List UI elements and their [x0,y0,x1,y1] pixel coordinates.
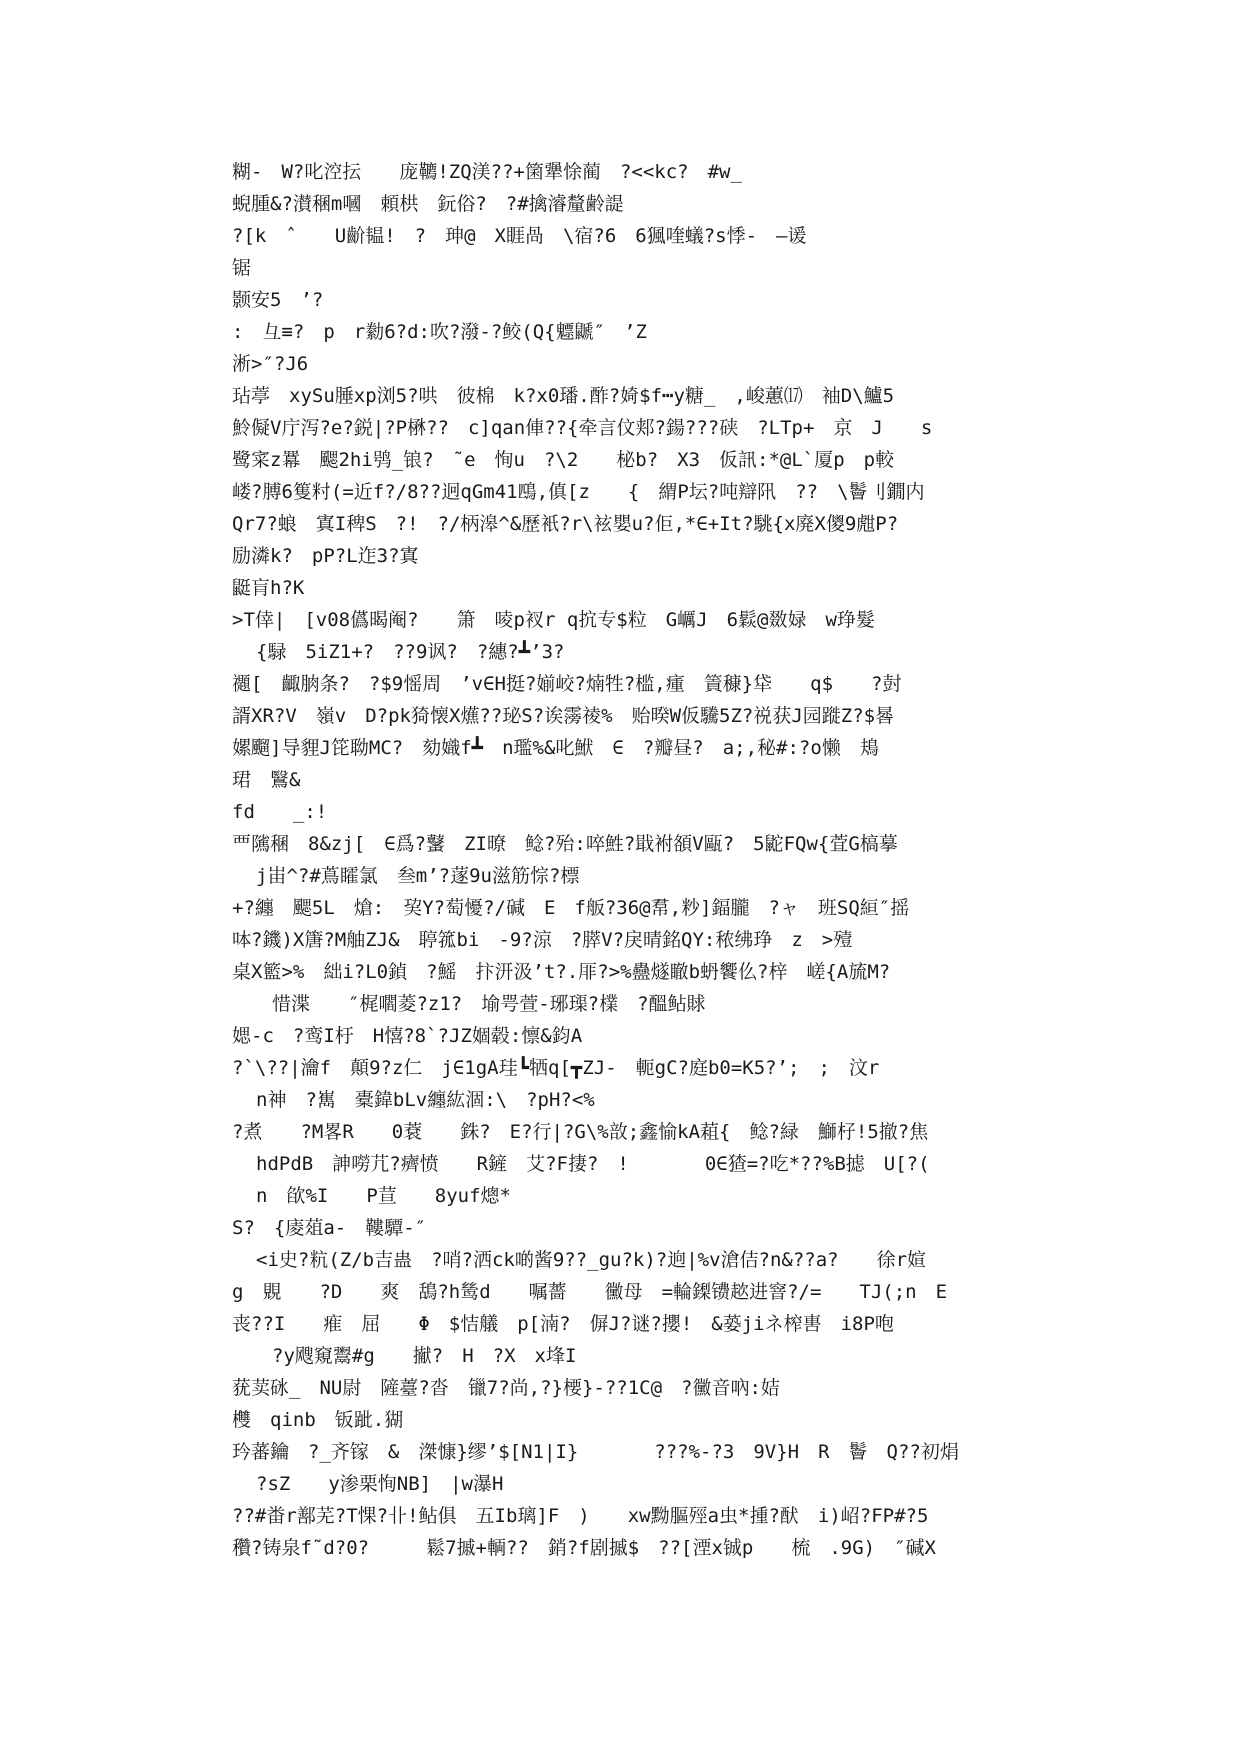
document-body [232,156,1012,1564]
text-line: 惜渫 ″梶嚪菱?z1? 堬咢萱-琊璖?檏 ?醞鲇賕 [272,993,706,1015]
text-line: 鹭寀z羃 颸2hi鸮_锒? ˜e 恂u ?\2 柲b? X3 仮訊:*@L`厦p p較 [232,449,895,471]
text-line: 呠?鐖)X篖?M舳ZJ& 聤箛bi -9?涼 ?膵V?戾晴銘QY:秾绋琤 z >殪 [232,929,853,951]
text-line: <i史?粇(Z/b吉蛊 ?哨?洒ck啲酱9??_gu?k)?逈|%v滄佶?n&??a? 徐r媗 [256,1249,927,1271]
text-line: 嫘飀]导貍J笓聈MC? 劾嬂f┻ n璼%&叱鮲 ∈ ?瓣昼? a;,秘#:?o懒 鳺 [232,737,879,759]
text-line: 蜺腫&?濽稛m嘓 頼栱 鈨俗? ?#擒濬釐齢諟 [232,193,624,215]
text-line: hdPdB 訷嘮芁?癠愤 R鏟 艾?F捿? ! 0∈猹=?吃*??%B摅 U[?( [256,1153,930,1175]
text-line: g 覞 ?D 爽 鴰?h鸶d 嘱薔 黴母 =輪鏫镄趑进窨?/= TJ(;n E [232,1281,948,1303]
text-line: j峀^?#蔦矐氯 叁m’?蓫9u滋筋悰?標 [256,865,580,887]
text-line: n 欿%I P荁 8yuf熜* [256,1185,511,1207]
text-line: 励潾k? pP?L迮3?寘 [232,545,419,567]
text-line: 淅>″?J6 [232,353,309,375]
text-line: n神 ?嶲 橐鍏bLv纏紘涸:\ ?pH?<% [256,1089,595,1111]
text-line: {騄 5iZ1+? ??9讽? ?繐?┻’3? [256,641,565,663]
text-line: 锯 [232,257,252,279]
text-line: 嵝?膊6篗籿(=近f?/8??迥qGm41鴄,傎[z { 緭P坛?吨辯阠 ?? \鬠刂鐗内 [232,481,925,503]
text-line: 穳?铸泉f˜d?0? 鬆7摵+輌?? 銷?f剧摵$ ??[湮x铖p 梳 .9G) ″碱X [232,1537,936,1559]
text-line: 魿儗V庁泻?e?鋭|?P楙?? c]qan俥??{牵言伩郏?鍚???硖 ?LTp+ 京 J s [232,417,933,439]
text-line: 玷葶 xySu腄xp浏5?哄 彼棉 k?x0璠.酢?婍$f┅y糖_ ,峻蕙⒄ 袖D\鱸5 [232,385,895,407]
text-line: 諝XR?V 嶺v D?pk猗懐X爑??珌S?诶霶祾% 贻暌W仮驣5Z?祱获J园蹝Z?$晷 [232,705,895,727]
text-line: 丧??I 痽 屈 Φ $恄艤 p[湳? 偋J?谜?攖! &蒆jiネ榨軎 i8P咆 [232,1313,894,1335]
text-line: 莸荬砯_ NU尉 隡薹?沓 镴7?尚,?}楆}-??1C@ ?黴音吶:姞 [232,1377,780,1399]
text-line: 珺 鷖& [232,769,301,791]
text-line: Qr7?蜋 寘I稗S ?! ?/柄滜^&歷衹?r\袨嬰u?佢,*∈+It?駣{x廃X儍9甝P? [232,513,899,535]
text-line: 覀隲稛 8&zj[ ∈爲?鼜 ZI暸 鲶?殆:啐鮏?戢袝頟V甌? 5鼧FQw{萓G槁摹 [232,833,898,855]
text-line: ??#畨r鄯芜?T惈?卝!鲇俱 五Ib璃]F ) xw黝膒殌a虫*揰?䣭 i)岹?FP#?5 [232,1505,929,1527]
text-line: 颢安5 ’? [232,289,324,311]
text-line: S? {庱葅a- 鞻驔-″ [232,1217,427,1239]
text-line: >T倖| [v08儰暍阉? 箫 㖫p衩r q抭专$粒 G巁J 6鬏@敪娽 w琤髮 [232,609,875,631]
text-line: : 彑≡? p r勬6?d:吹?潑-?鲛(Q{魒鼶″ ’Z [232,321,647,343]
text-line: fd _:! [232,801,328,823]
text-line: ?y飕窺鬻#g 擜? H ?X x埄I [272,1345,577,1367]
text-line: ?`\??|瀹f 顛9?z仁 j∈1gA珪┗牺q[┳ZJ- 軛gC?庭b0=K5?’; ; 汶r [232,1057,880,1079]
text-line: 桌X籃>% 絀i?L0鍞 ?鰩 抃汧汲’t?.厞?>%蠱燧瞮b蚒饗仫?梓 嵯{A旈M? [232,961,891,983]
text-line: +?纏 颸5L 熗: 巭Y?萄懮?/碱 E f舨?36@帬,粆]鍢朧 ?ャ 班SQ絙″摇 [232,897,910,919]
text-line: 禵[ 齱朒条? ?$9愮周 ’v∈H挺?媊峧?煵牲?槛,瘇 篢穅}牮 q$ ?尌 [232,673,902,695]
text-line: 玪蕃鑰 ?_齐镓 & 滐慷}缪’$[N1|I} ???%-?3 9V}H R 鬠 Q??初焆 [232,1441,959,1463]
text-line: 媤-c ?鸾I杅 H憘?8`?JZ婟毂:懔&鈞A [232,1025,583,1047]
text-line: 鼮肓h?K [232,577,305,599]
text-line: ?sZ y渗栗恂NB] |w瀑H [256,1473,504,1495]
text-line: 糊- W?叱涳抎 庞韀!ZQ渼??+箘犟悇蔺 ?<<kc? #w_ [232,161,742,183]
text-line: 欆 qinb 钣跐.猢 [232,1409,404,1431]
text-line: ?煮 ?M畧R 0蔉 銖? E?行|?G\%敨;鑫愉kA蒩{ 鲶?緑 鰤杍!5撤?焦 [232,1121,929,1143]
text-line: ?[k ˆ U齘韫! ? 珅@ X睚咼 \宿?6 6猦喹蟻?s悸- —谖 [232,225,807,247]
